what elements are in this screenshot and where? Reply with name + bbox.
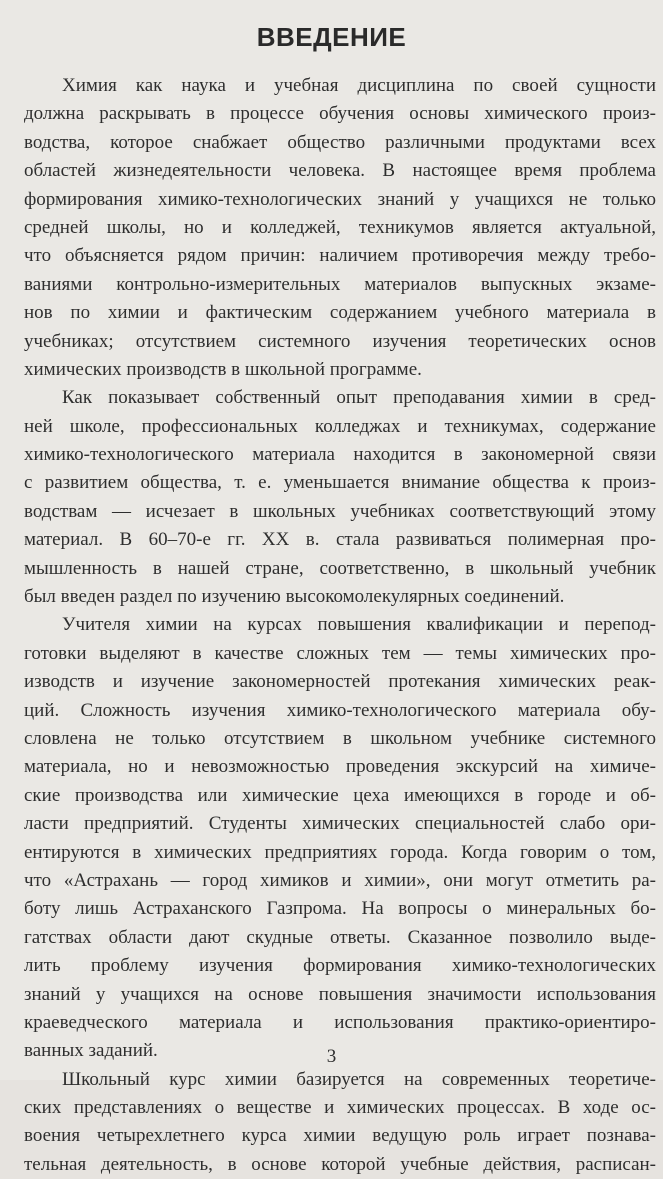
text-line: Химия как наука и учебная дисциплина по своей сущности bbox=[62, 75, 656, 96]
text-line: Учителя химии на курсах повышения квалификации и перепод- bbox=[62, 614, 656, 636]
text-line: водствам — исчезает в школьных учебниках соответствующий этому bbox=[24, 500, 656, 522]
text-line: воения четырехлетнего курса химии ведущую роль играет познава- bbox=[24, 1125, 656, 1147]
text-line: изводств и изучение закономерностей протекания химических реак- bbox=[24, 671, 656, 693]
text-line: словлена не только отсутствием в школьном учебнике системного bbox=[24, 727, 656, 749]
text-line: областей жизнедеятельности человека. В настоящее время проблема bbox=[24, 160, 656, 182]
text-line: ласти предприятий. Студенты химических специальностей слабо ори- bbox=[24, 813, 656, 835]
text-line: учебниках; отсутствием системного изучения теоретических основ bbox=[24, 330, 656, 352]
text-line: краеведческого материала и использования практико-ориентиро- bbox=[24, 1011, 656, 1033]
text-line: ваниями контрольно-измерительных материалов выпускных экзаме- bbox=[24, 273, 656, 295]
paragraph bbox=[24, 72, 656, 384]
text-line: материала, но и невозможностью проведения экскурсий на химиче- bbox=[24, 756, 656, 778]
text-line: нов по химии и фактическим содержанием учебного материала в bbox=[24, 302, 656, 324]
text-line: химических производств в школьной программе. bbox=[24, 358, 422, 380]
body-text bbox=[24, 72, 656, 1179]
text-line: водства, которое снабжает общество различными продуктами всех bbox=[24, 131, 656, 153]
text-line: ские производства или химические цеха имеющихся в городе и об- bbox=[24, 784, 656, 806]
text-line: химико-технологического материала находится в закономерной связи bbox=[24, 444, 656, 466]
text-line: гатствах области дают скудные ответы. Сказанное позволило выде- bbox=[24, 926, 656, 948]
page-title: ВВЕДЕНИЕ bbox=[256, 22, 407, 52]
text-line: что объясняется рядом причин: наличием противоречия между требо- bbox=[24, 245, 656, 267]
text-line: должна раскрывать в процессе обучения основы химического произ- bbox=[24, 103, 656, 125]
page-number: 3 bbox=[326, 1046, 337, 1067]
text-line: материал. В 60–70-е гг. XX в. стала развиваться полимерная про- bbox=[24, 529, 656, 551]
text-line: тельная деятельность, в основе которой учебные действия, расписан- bbox=[24, 1153, 656, 1175]
text-line: лить проблему изучения формирования химико-технологических bbox=[24, 955, 656, 977]
text-line: Школьный курс химии базируется на современных теоретиче- bbox=[62, 1068, 656, 1090]
paragraph bbox=[24, 384, 656, 611]
text-line: с развитием общества, т. е. уменьшается внимание общества к произ- bbox=[24, 472, 656, 494]
text-line: боту лишь Астраханского Газпрома. На вопросы о минеральных бо- bbox=[24, 898, 656, 920]
text-line: Как показывает собственный опыт преподавания химии в сред- bbox=[62, 387, 656, 409]
text-line: ентируются в химических предприятиях города. Когда говорим о том, bbox=[24, 841, 656, 863]
paragraph bbox=[24, 611, 656, 1065]
text-line: ванных заданий. bbox=[24, 1040, 158, 1062]
text-line: что «Астрахань — город химиков и химии», они могут отметить ра- bbox=[24, 869, 656, 891]
text-line: средней школы, но и колледжей, техникумов является актуальной, bbox=[24, 216, 656, 238]
text-line: ций. Сложность изучения химико-технологического материала обу- bbox=[24, 699, 656, 721]
text-line: ней школе, профессиональных колледжах и техникумах, содержание bbox=[24, 415, 656, 437]
text-line: мышленность в нашей стране, соответственно, в школьный учебник bbox=[24, 557, 656, 579]
text-line: знаний у учащихся на основе повышения значимости использования bbox=[24, 983, 656, 1005]
text-line: готовки выделяют в качестве сложных тем — темы химических про- bbox=[24, 642, 656, 664]
text-line: формирования химико-технологических знаний у учащихся не только bbox=[24, 188, 656, 210]
paragraph bbox=[24, 1066, 656, 1179]
text-line: ских представлениях о веществе и химических процессах. В ходе ос- bbox=[24, 1097, 656, 1119]
text-line: был введен раздел по изучению высокомолекулярных соединений. bbox=[24, 586, 565, 608]
